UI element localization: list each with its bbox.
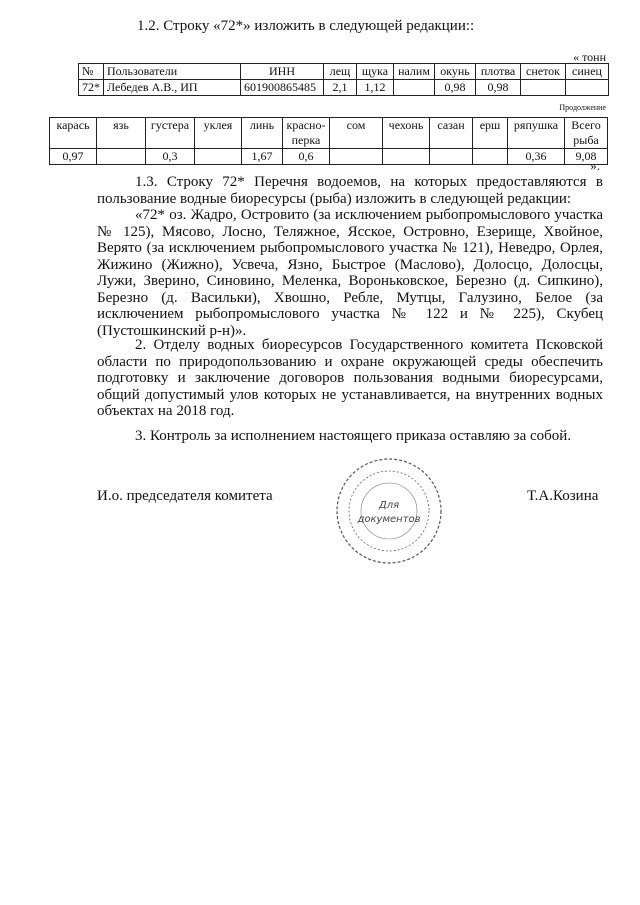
header-cell: ИНН bbox=[241, 64, 324, 80]
header-cell: сом bbox=[330, 118, 383, 149]
cell-number: 72* bbox=[79, 80, 104, 96]
cell-inn: 601900865485 bbox=[241, 80, 324, 96]
cell-value bbox=[566, 80, 609, 96]
header-cell: ряпушка bbox=[508, 118, 565, 149]
header-cell: № bbox=[79, 64, 104, 80]
header-cell: линь bbox=[242, 118, 283, 149]
header-cell: ерш bbox=[473, 118, 508, 149]
table-header-row bbox=[50, 118, 608, 149]
signature-position: И.о. председателя комитета bbox=[97, 488, 273, 504]
header-cell: красно- перка bbox=[283, 118, 330, 149]
header-cell: лещ bbox=[324, 64, 357, 80]
signature-name: Т.А.Козина bbox=[527, 488, 599, 504]
section-1-3-quote: «72* оз. Жадро, Островито (за исключением рыбопромыслового участка № 125), Мясово, Лосно, Теляжное, Ясское, Островно, Езерище, Хвойное, Верято (за исключением рыбопромыслового участка № 121), Неведро, Орлея, Жижино (Жижно), Усвеча, Язно, Быстрое (Маслово), Долосцо, Долосцы, Лужи, Зверино, Синовино, Меленка, Вороньковское, Березно (д. Сипкино), Березно (д. Васильки), Хвошно, Ребле, Мутцы, Галузино, Белое (за исключением рыбопромыслового участка № 122 и № 225), Скубец (Пустошкинский р-н)». bbox=[97, 207, 603, 339]
header-cell: густера bbox=[146, 118, 195, 149]
cell-value bbox=[195, 149, 242, 165]
cell-value: 0,3 bbox=[146, 149, 195, 165]
cell-value bbox=[330, 149, 383, 165]
header-cell: уклея bbox=[195, 118, 242, 149]
header-cell: язь bbox=[97, 118, 146, 149]
table-row bbox=[50, 149, 608, 165]
official-stamp bbox=[334, 456, 444, 566]
cell-value bbox=[521, 80, 566, 96]
section-1-3 bbox=[97, 174, 603, 339]
cell-value: 9,08 bbox=[565, 149, 608, 165]
cell-value: 0,97 bbox=[50, 149, 97, 165]
cell-value: 2,1 bbox=[324, 80, 357, 96]
header-cell: сазан bbox=[430, 118, 473, 149]
section-2-text: 2. Отделу водных биоресурсов Государственного комитета Псковской области по природопользованию и охране окружающей среды обеспечить подготовку и заключение договоров пользования водными биоресурсами, общий допустимый улов которых не устанавливается, на внутренних водных объектах на 2018 год. bbox=[97, 337, 603, 419]
header-cell: налим bbox=[394, 64, 435, 80]
catch-table-part2 bbox=[49, 117, 608, 165]
cell-value bbox=[97, 149, 146, 165]
unit-note: « тонн bbox=[573, 50, 606, 64]
header-cell: чехонь bbox=[383, 118, 430, 149]
cell-value: 1,12 bbox=[357, 80, 394, 96]
cell-user: Лебедев А.В., ИП bbox=[104, 80, 241, 96]
header-cell: Всего рыба bbox=[565, 118, 608, 149]
cell-value bbox=[394, 80, 435, 96]
cell-value: 0,98 bbox=[435, 80, 476, 96]
header-cell: снеток bbox=[521, 64, 566, 80]
cell-value bbox=[430, 149, 473, 165]
continuation-label: Продолжение bbox=[559, 103, 606, 112]
cell-value: 0,6 bbox=[283, 149, 330, 165]
cell-value: 0,98 bbox=[476, 80, 521, 96]
section-1-2-heading: 1.2. Строку «72*» изложить в следующей редакции:: bbox=[137, 18, 475, 34]
cell-value bbox=[473, 149, 508, 165]
header-cell: плотва bbox=[476, 64, 521, 80]
section-1-3-text: 1.3. Строку 72* Перечня водоемов, на которых предоставляются в пользование водные биоресурсы (рыба) изложить в следующей редакции: bbox=[97, 174, 603, 207]
header-cell: щука bbox=[357, 64, 394, 80]
header-cell: окунь bbox=[435, 64, 476, 80]
header-cell: карась bbox=[50, 118, 97, 149]
table-header-row bbox=[79, 64, 609, 80]
catch-table-part1 bbox=[78, 63, 609, 96]
cell-value: 0,36 bbox=[508, 149, 565, 165]
header-cell: синец bbox=[566, 64, 609, 80]
table-row bbox=[79, 80, 609, 96]
section-3-text: 3. Контроль за исполнением настоящего приказа оставляю за собой. bbox=[135, 428, 572, 444]
stamp-text-2: документов bbox=[357, 514, 421, 525]
cell-value: 1,67 bbox=[242, 149, 283, 165]
header-cell: Пользователи bbox=[104, 64, 241, 80]
stamp-text-1: Для bbox=[378, 500, 400, 511]
cell-value bbox=[383, 149, 430, 165]
table-closing-quote: ». bbox=[590, 158, 600, 173]
